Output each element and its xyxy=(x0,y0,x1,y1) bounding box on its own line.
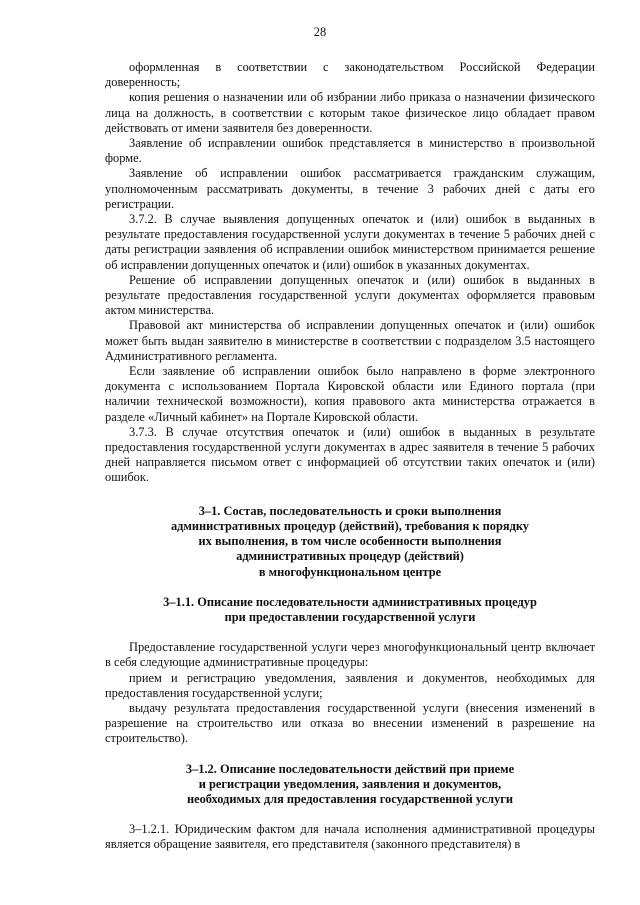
paragraph: 3.7.3. В случае отсутствия опечаток и (или) ошибок в выданных в результате предоставления государственной услуги документах в адрес заявителя в течение 5 рабочих дней направляется письмом ответ с информацией об отсутствии таких опечаток и (или) ошибок. xyxy=(105,424,595,485)
paragraph: Предоставление государственной услуги через многофункциональный центр включает в себя следующие административные процедуры: xyxy=(105,640,595,670)
paragraph: 3.7.2. В случае выявления допущенных опечаток и (или) ошибок в выданных в результате предоставления государственной услуги документах в течение 5 рабочих дней с даты регистрации заявления об исправлении ошибок министерством принимается решение об исправлении допущенных опечаток и (или) ошибок в указанных документах. xyxy=(105,212,595,272)
heading-line: необходимых для предоставления государственной услуги xyxy=(186,791,514,806)
document-body xyxy=(105,60,595,853)
heading-line: в многофункциональном центре xyxy=(258,564,442,579)
section-body-3-1-2 xyxy=(105,822,595,852)
paragraph: Решение об исправлении допущенных опечаток и (или) ошибок в выданных в результате предоставления государственной услуги документах оформляется правовым актом министерства. xyxy=(105,272,595,318)
heading-line: 3–1.1. Описание последовательности административных процедур xyxy=(163,594,537,609)
heading-line: при предоставлении государственной услуги xyxy=(224,609,476,624)
heading-line: административных процедур (действий) xyxy=(236,549,464,564)
paragraph: Заявление об исправлении ошибок представляется в министерство в произвольной форме. xyxy=(105,136,595,166)
paragraph: Если заявление об исправлении ошибок было направлено в форме электронного документа с использованием Портала Кировской области или Единого портала (при наличии технической возможности), копия правового акта министерства отражается в разделе «Личный кабинет» на Портале Кировской области. xyxy=(105,364,595,424)
section-body-3-1-1 xyxy=(105,640,595,746)
section-heading-3-1 xyxy=(105,504,595,580)
paragraph: Заявление об исправлении ошибок рассматривается гражданским служащим, уполномоченным рассматривать документы, в течение 3 рабочих дней с даты его регистрации. xyxy=(105,166,595,211)
paragraph: выдачу результата предоставления государственной услуги (внесения изменений в разрешение на строительство или отказа во внесении изменений в разрешение на строительство). xyxy=(105,700,595,746)
paragraph: оформленная в соответствии с законодательством Российской Федерации доверенность; xyxy=(105,60,595,90)
section-heading-3-1-2 xyxy=(105,762,595,808)
paragraph: прием и регистрацию уведомления, заявления и документов, необходимых для предоставления государственной услуги; xyxy=(105,670,595,700)
section-heading-3-1-1 xyxy=(105,595,595,625)
heading-line: 3–1.2. Описание последовательности действий при приеме xyxy=(185,761,515,776)
paragraph: Правовой акт министерства об исправлении допущенных опечаток и (или) ошибок может быть выдан заявителю в министерстве в соответствии с подразделом 3.5 настоящего Административного регламента. xyxy=(105,318,595,363)
page-number: 28 xyxy=(313,25,327,39)
heading-line: их выполнения, в том числе особенности выполнения xyxy=(198,534,502,549)
heading-line: и регистрации уведомления, заявления и документов, xyxy=(198,776,502,791)
paragraph: копия решения о назначении или об избрании либо приказа о назначении физического лица на должность, в соответствии с которым такое физическое лицо обладает правом действовать от имени заявителя без доверенности. xyxy=(105,90,595,135)
heading-line: административных процедур (действий), требования к порядку xyxy=(170,518,529,533)
heading-line: 3–1. Состав, последовательность и сроки выполнения xyxy=(198,503,502,518)
paragraph: 3–1.2.1. Юридическим фактом для начала исполнения административной процедуры является обращение заявителя, его представителя (законного представителя) в xyxy=(105,822,595,852)
